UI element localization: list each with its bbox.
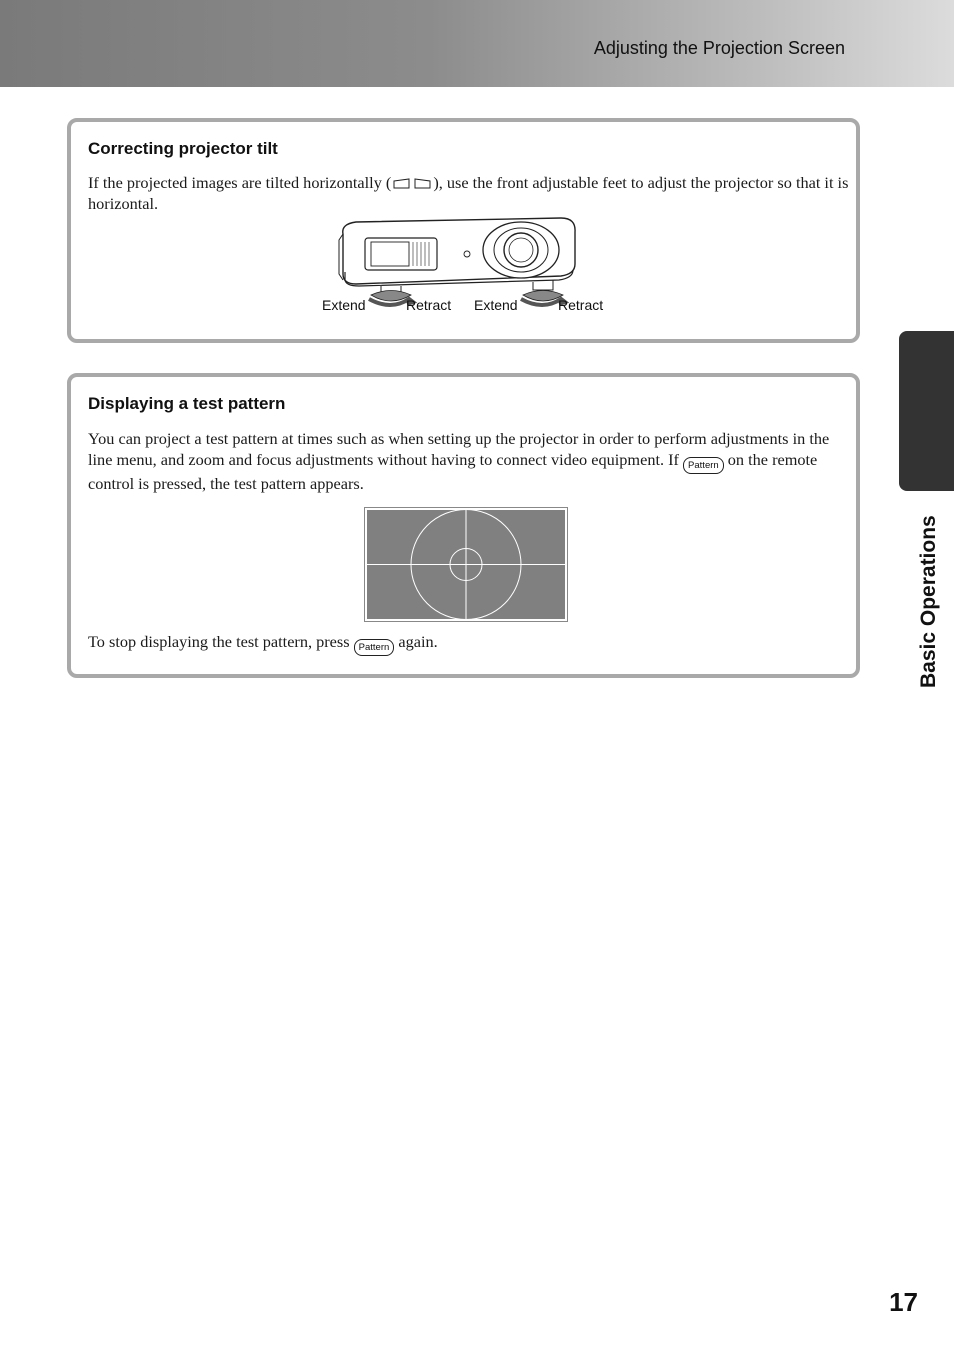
page-header-title: Adjusting the Projection Screen bbox=[593, 38, 845, 58]
test-pattern-stop-text bbox=[88, 632, 850, 656]
test-pattern-intro-text bbox=[88, 429, 850, 494]
chapter-side-tab bbox=[899, 331, 954, 491]
page-number: 17 bbox=[889, 1287, 918, 1317]
tilt-text-part-1: If the projected images are tilted horizontally ( bbox=[88, 173, 392, 192]
pattern-text-part-2: on the remote control is pressed, the test pattern appears. bbox=[88, 449, 818, 493]
chapter-side-label: Basic Operations bbox=[917, 515, 940, 688]
pattern-button-icon-2: Pattern bbox=[354, 639, 395, 656]
test-pattern-section-box bbox=[67, 373, 860, 678]
stop-text-part-1: To stop displaying the test pattern, press bbox=[88, 632, 354, 651]
test-pattern-image bbox=[364, 507, 568, 622]
test-pattern-section-title: Displaying a test pattern bbox=[88, 394, 286, 413]
tilt-section-box bbox=[67, 118, 860, 343]
left-foot-extend-label: Extend bbox=[322, 297, 366, 313]
right-foot-retract-label: Retract bbox=[558, 297, 604, 313]
right-foot-extend-label: Extend bbox=[474, 297, 518, 313]
tilt-section-title: Correcting projector tilt bbox=[88, 139, 278, 158]
tilt-left-icon bbox=[393, 178, 410, 189]
tilt-text-part-2: ), use the front adjustable feet to adjust the projector so that it is horizontal. bbox=[88, 173, 849, 213]
tilt-right-icon bbox=[414, 178, 431, 189]
pattern-text-part-1: You can project a test pattern at times such as when setting up the projector in order to perform adjustments in the line menu, and zoom and focus adjustments without having to connect video equipment. If bbox=[88, 429, 830, 469]
pattern-button-icon: Pattern bbox=[683, 457, 724, 474]
left-foot-retract-label: Retract bbox=[406, 297, 452, 313]
tilt-section-text bbox=[88, 173, 850, 214]
stop-text-part-2: again. bbox=[394, 632, 438, 651]
